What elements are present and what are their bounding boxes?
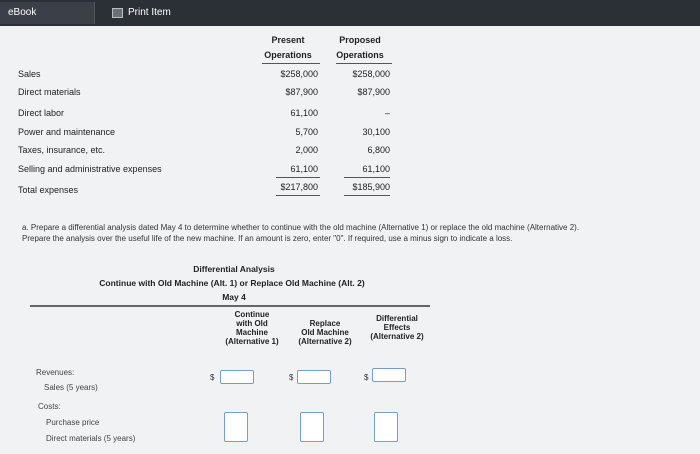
col-alt2-line3: (Alternative 2) bbox=[298, 337, 352, 346]
tab-ebook-label: eBook bbox=[8, 7, 37, 18]
total-underline-proposed bbox=[344, 177, 390, 178]
row-present-total: $217,800 bbox=[280, 182, 318, 192]
sales-alt1-input[interactable] bbox=[220, 370, 254, 384]
row-present-direct-materials: $87,900 bbox=[285, 87, 318, 97]
analysis-title: Differential Analysis bbox=[193, 264, 275, 274]
header-underline-present bbox=[262, 63, 320, 64]
col-alt1-header bbox=[208, 310, 296, 346]
row-present-power: 5,700 bbox=[295, 127, 318, 137]
sales-diff-input[interactable] bbox=[372, 368, 406, 382]
row-label-direct-materials: Direct materials bbox=[18, 87, 81, 97]
top-toolbar bbox=[0, 0, 700, 26]
purchase-price-label: Purchase price bbox=[46, 418, 100, 427]
row-present-selling: 61,100 bbox=[290, 164, 318, 174]
row-label-direct-labor: Direct labor bbox=[18, 108, 65, 118]
dollar-sign-alt2: $ bbox=[289, 373, 294, 382]
col-alt1-line2: with Old bbox=[236, 319, 268, 328]
row-label-total-expenses: Total expenses bbox=[18, 185, 79, 195]
row-label-taxes: Taxes, insurance, etc. bbox=[18, 145, 106, 155]
costs-label: Costs: bbox=[38, 402, 61, 411]
tab-print-label: Print Item bbox=[128, 7, 171, 18]
purchase-diff-input[interactable] bbox=[374, 412, 398, 442]
total-underline-present bbox=[276, 177, 320, 178]
row-proposed-direct-materials: $87,900 bbox=[357, 87, 390, 97]
col-alt2-line1: Replace bbox=[309, 319, 341, 328]
row-present-taxes: 2,000 bbox=[295, 145, 318, 155]
header-underline-proposed bbox=[336, 63, 392, 64]
revenues-label: Revenues: bbox=[36, 368, 75, 377]
col-diff-line1: Differential bbox=[376, 314, 418, 323]
dollar-sign-diff: $ bbox=[364, 373, 369, 382]
col-alt2-line2: Old Machine bbox=[301, 328, 349, 337]
total-double-underline-proposed bbox=[344, 195, 390, 196]
purchase-alt1-input[interactable] bbox=[224, 412, 248, 442]
row-label-power: Power and maintenance bbox=[18, 127, 116, 137]
analysis-rule bbox=[30, 305, 430, 307]
row-proposed-power: 30,100 bbox=[362, 127, 390, 137]
col-alt1-line4: (Alternative 1) bbox=[225, 337, 279, 346]
row-proposed-direct-labor: – bbox=[384, 108, 390, 118]
tab-print-item[interactable] bbox=[104, 2, 224, 24]
analysis-date: May 4 bbox=[222, 292, 246, 302]
instructions bbox=[22, 222, 682, 244]
print-icon bbox=[112, 8, 123, 18]
purchase-alt2-input[interactable] bbox=[300, 412, 324, 442]
col-present-header bbox=[258, 35, 318, 61]
sales-alt2-input[interactable] bbox=[297, 370, 331, 384]
row-present-direct-labor: 61,100 bbox=[290, 108, 318, 118]
col-alt2-header bbox=[290, 319, 360, 346]
col-present-line2: Operations bbox=[264, 50, 312, 60]
row-label-selling: Selling and administrative expenses bbox=[18, 164, 162, 174]
row-proposed-taxes: 6,800 bbox=[367, 145, 390, 155]
col-proposed-header bbox=[330, 35, 390, 61]
row-proposed-sales: $258,000 bbox=[352, 69, 390, 79]
col-alt1-line1: Continue bbox=[234, 310, 270, 319]
row-present-sales: $258,000 bbox=[280, 69, 318, 79]
row-proposed-selling: 61,100 bbox=[362, 164, 390, 174]
col-proposed-line1: Proposed bbox=[339, 35, 381, 45]
total-double-underline-present bbox=[276, 195, 320, 196]
col-diff-line2: Effects bbox=[383, 323, 411, 332]
analysis-subtitle: Continue with Old Machine (Alt. 1) or Replace Old Machine (Alt. 2) bbox=[99, 278, 365, 288]
direct-materials-label: Direct materials (5 years) bbox=[46, 434, 136, 443]
col-diff-header bbox=[360, 314, 434, 341]
tab-ebook[interactable] bbox=[0, 2, 95, 24]
row-proposed-total: $185,900 bbox=[352, 182, 390, 192]
sales-label: Sales (5 years) bbox=[44, 383, 98, 392]
row-label-sales: Sales bbox=[18, 69, 41, 79]
col-alt1-line3: Machine bbox=[235, 328, 268, 337]
instructions-line1: a. Prepare a differential analysis dated May 4 to determine whether to continue with the old machine (Alternative 1) or replace the old machine (Alternative 2). bbox=[22, 223, 580, 232]
instructions-line2: Prepare the analysis over the useful life of the new machine. If an amount is zero, enter "0". If required, use a minus sign to indicate a loss. bbox=[22, 234, 513, 243]
dollar-sign-alt1: $ bbox=[210, 373, 215, 382]
col-diff-line3: (Alternative 2) bbox=[370, 332, 424, 341]
col-present-line1: Present bbox=[271, 35, 305, 45]
col-proposed-line2: Operations bbox=[336, 50, 384, 60]
